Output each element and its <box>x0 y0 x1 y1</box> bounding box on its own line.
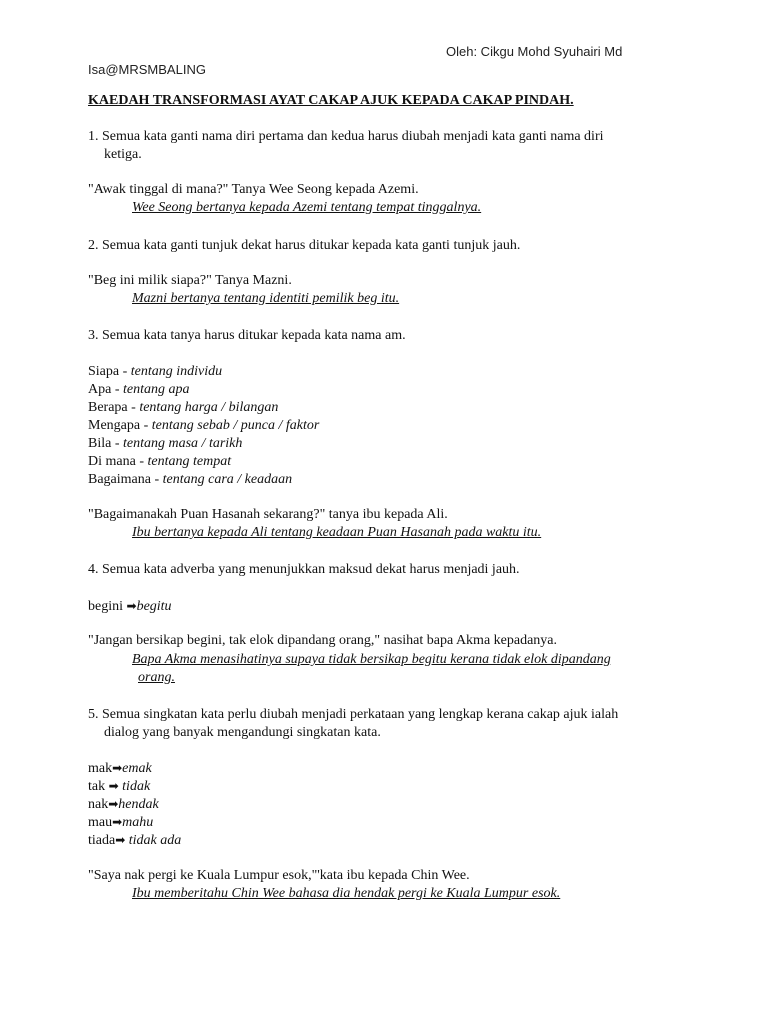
right-arrow-icon: ➡ <box>115 833 126 847</box>
question-word: Mengapa - <box>88 418 152 433</box>
question-meaning: tentang masa / tarikh <box>123 436 243 451</box>
rule-4-answer-text: Bapa Akma menasihatinya supaya tidak bersikap begitu kerana tidak elok dipandang <box>132 652 611 667</box>
rule-1-line-1: 1. Semua kata ganti nama diri pertama dan kedua harus diubah menjadi kata ganti nama diri <box>88 129 604 144</box>
question-meaning: tentang harga / bilangan <box>139 400 279 415</box>
question-word-row <box>88 453 231 471</box>
rule-2-answer <box>116 290 399 308</box>
question-meaning: tentang cara / keadaan <box>162 472 293 487</box>
abbrev-full: emak <box>122 761 152 776</box>
abbrev-pair <box>88 777 150 796</box>
question-word: Di mana - <box>88 454 148 469</box>
rule-5-line-1: 5. Semua singkatan kata perlu diubah menjadi perkataan yang lengkap kerana cakap ajuk ialah <box>88 707 619 722</box>
rule-4-answer-line-2: orang. <box>138 670 175 685</box>
bullet-icon <box>116 651 132 669</box>
rule-5-line-2: dialog yang banyak mengandungi singkatan kata. <box>104 725 381 740</box>
adverb-near: begini <box>88 599 127 614</box>
bullet-icon <box>116 199 132 217</box>
right-arrow-icon: ➡ <box>126 599 137 613</box>
abbrev-short: mak <box>88 761 113 776</box>
abbrev-short: tak <box>88 779 109 794</box>
abbrev-pair <box>88 795 159 814</box>
abbrev-full: tidak <box>118 779 151 794</box>
question-word: Apa - <box>88 382 123 397</box>
abbrev-short: mau <box>88 815 113 830</box>
question-meaning: tentang apa <box>123 382 190 397</box>
rule-2-example: "Beg ini milik siapa?" Tanya Mazni. <box>88 273 292 288</box>
abbrev-full: mahu <box>122 815 154 830</box>
question-word: Siapa - <box>88 364 131 379</box>
question-meaning: tentang sebab / punca / faktor <box>151 418 320 433</box>
question-meaning: tentang individu <box>130 364 223 379</box>
question-word-row <box>88 435 242 453</box>
rule-5-answer <box>116 885 560 903</box>
abbrev-full: hendak <box>118 797 159 812</box>
question-word: Berapa - <box>88 400 140 415</box>
abbrev-pair <box>88 813 153 832</box>
rule-1-answer-text: Wee Seong bertanya kepada Azemi tentang tempat tinggalnya. <box>132 200 482 215</box>
rule-5-example: "Saya nak pergi ke Kuala Lumpur esok,"'kata ibu kepada Chin Wee. <box>88 868 470 883</box>
author-line-1: Oleh: Cikgu Mohd Syuhairi Md <box>446 44 623 59</box>
rule-1-example: "Awak tinggal di mana?" Tanya Wee Seong kepada Azemi. <box>88 182 419 197</box>
rule-1-line-2: ketiga. <box>104 147 142 162</box>
rule-5-answer-text: Ibu memberitahu Chin Wee bahasa dia hendak pergi ke Kuala Lumpur esok. <box>132 886 561 901</box>
question-word: Bagaimana - <box>88 472 163 487</box>
bullet-icon <box>116 290 132 308</box>
rule-4-answer <box>116 651 611 669</box>
question-meaning: tentang tempat <box>147 454 232 469</box>
question-word-row <box>88 471 292 489</box>
abbrev-short: nak <box>88 797 109 812</box>
rule-3-answer <box>116 524 541 542</box>
rule-3-answer-text: Ibu bertanya kepada Ali tentang keadaan Puan Hasanah pada waktu itu. <box>132 525 542 540</box>
rule-3-line-1: 3. Semua kata tanya harus ditukar kepada kata nama am. <box>88 328 406 343</box>
rule-1-answer <box>116 199 481 217</box>
rule-3-example: "Bagaimanakah Puan Hasanah sekarang?" tanya ibu kepada Ali. <box>88 507 448 522</box>
bullet-icon <box>116 885 132 903</box>
right-arrow-icon: ➡ <box>108 779 119 793</box>
bullet-icon <box>116 524 132 542</box>
rule-4-example: "Jangan bersikap begini, tak elok dipandang orang," nasihat bapa Akma kepadanya. <box>88 633 558 648</box>
abbrev-short: tiada <box>88 833 116 848</box>
document-title: KAEDAH TRANSFORMASI AYAT CAKAP AJUK KEPADA CAKAP PINDAH. <box>88 93 574 108</box>
rule-2-answer-text: Mazni bertanya tentang identiti pemilik beg itu. <box>132 291 400 306</box>
adverb-pair <box>88 597 172 616</box>
question-word-row <box>88 381 190 399</box>
question-word-row <box>88 363 222 381</box>
rule-4-line-1: 4. Semua kata adverba yang menunjukkan maksud dekat harus menjadi jauh. <box>88 562 520 577</box>
question-word: Bila - <box>88 436 123 451</box>
question-word-row <box>88 399 278 417</box>
abbrev-pair <box>88 759 152 778</box>
abbrev-full: tidak ada <box>125 833 182 848</box>
abbrev-pair <box>88 831 181 850</box>
adverb-far: begitu <box>136 599 172 614</box>
question-word-row <box>88 417 319 435</box>
author-line-2: Isa@MRSMBALING <box>88 62 206 77</box>
right-arrow-icon: ➡ <box>112 761 123 775</box>
right-arrow-icon: ➡ <box>108 797 119 811</box>
right-arrow-icon: ➡ <box>112 815 123 829</box>
rule-2-line-1: 2. Semua kata ganti tunjuk dekat harus ditukar kepada kata ganti tunjuk jauh. <box>88 238 521 253</box>
